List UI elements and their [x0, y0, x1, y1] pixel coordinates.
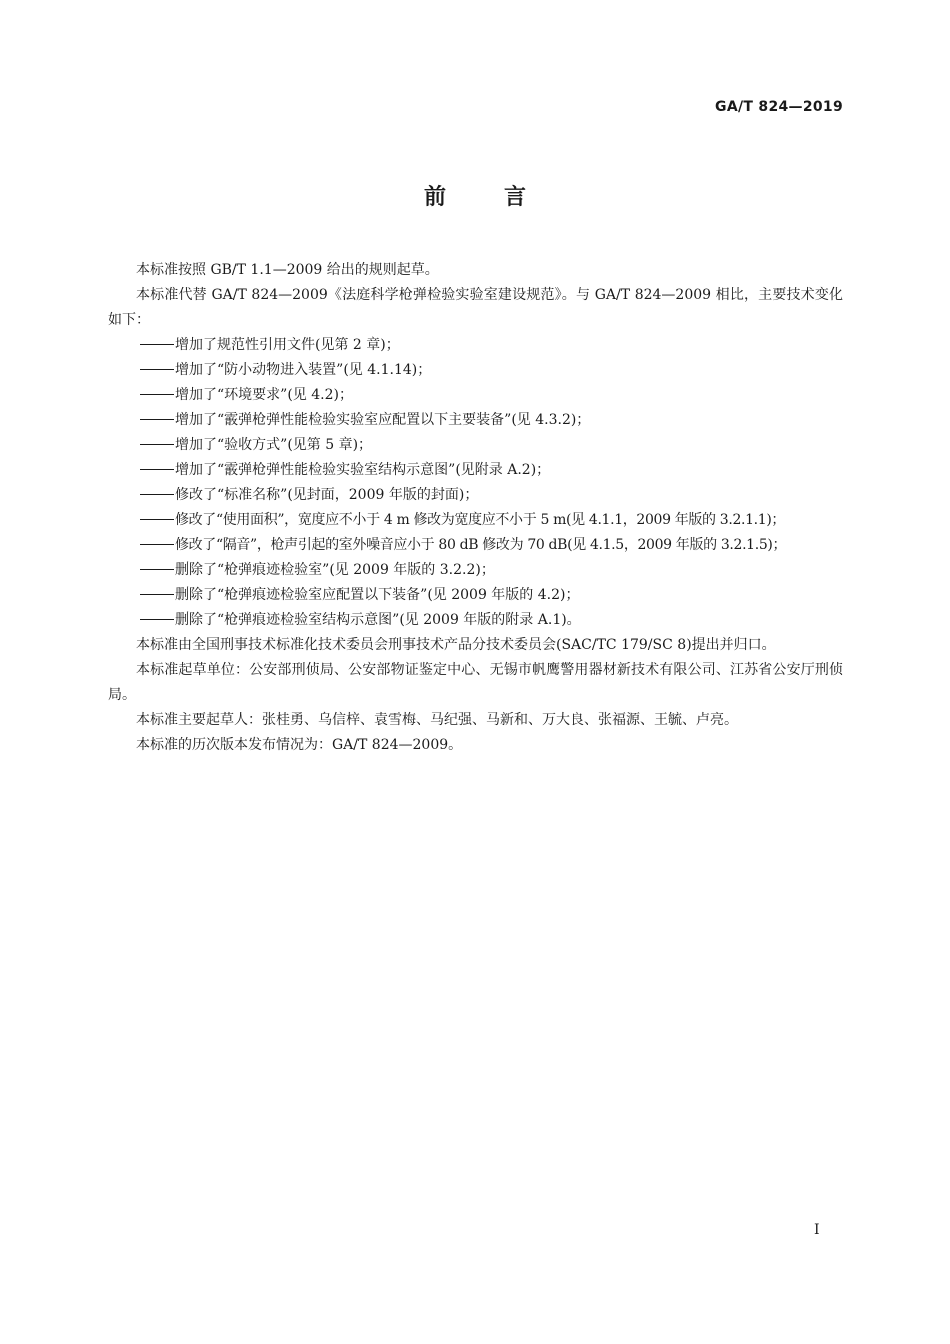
- em-dash: [140, 544, 174, 545]
- em-dash: [140, 344, 174, 345]
- list-item-text: 增加了规范性引用文件(见第 2 章)；: [175, 337, 400, 353]
- paragraph-proposer: 本标准由全国刑事技术标准化技术委员会刑事技术产品分技术委员会(SAC/TC 179/SC 8)提出并归口。: [136, 637, 776, 653]
- list-item: [108, 533, 843, 558]
- list-item-text: 增加了“防小动物进入装置”(见 4.1.14)；: [175, 362, 432, 378]
- paragraph-drafting-rules: 本标准按照 GB/T 1.1—2009 给出的规则起草。: [136, 262, 439, 278]
- list-item-text: 增加了“霰弹枪弹性能检验实验室结构示意图”(见附录 A.2)；: [175, 462, 551, 478]
- list-item: [108, 408, 843, 433]
- document-body: [108, 258, 843, 758]
- paragraph-replacement: 本标准代替 GA/T 824—2009《法庭科学枪弹检验实验室建设规范》。与 GA/T 824—2009 相比，主要技术变化如下：: [108, 287, 843, 328]
- list-item-text: 增加了“环境要求”(见 4.2)；: [175, 387, 353, 403]
- em-dash: [140, 569, 174, 570]
- em-dash: [140, 419, 174, 420]
- list-item: [108, 433, 843, 458]
- list-item: [108, 558, 843, 583]
- list-item-text: 删除了“枪弹痕迹检验室应配置以下装备”(见 2009 年版的 4.2)；: [175, 587, 580, 603]
- page-number: I: [814, 1222, 820, 1238]
- list-item-text: 增加了“验收方式”(见第 5 章)；: [175, 437, 373, 453]
- list-item: [108, 583, 843, 608]
- paragraph-drafters: 本标准主要起草人：张桂勇、乌信梓、袁雪梅、马纪强、马新和、万大良、张福源、王毓、卢亮。: [136, 712, 738, 728]
- list-item-text: 修改了“标准名称”(见封面，2009 年版的封面)；: [175, 487, 479, 503]
- em-dash: [140, 594, 174, 595]
- list-item-text: 增加了“霰弹枪弹性能检验实验室应配置以下主要装备”(见 4.3.2)；: [175, 412, 591, 428]
- page-title: 前言: [423, 185, 584, 210]
- em-dash: [140, 519, 174, 520]
- em-dash: [140, 394, 174, 395]
- list-item: [108, 458, 843, 483]
- paragraph-drafting-units: 本标准起草单位：公安部刑侦局、公安部物证鉴定中心、无锡市帆鹰警用器材新技术有限公司、江苏省公安厅刑侦局。: [108, 662, 843, 703]
- em-dash: [140, 369, 174, 370]
- document-code: GA/T 824—2019: [715, 99, 843, 115]
- list-item-text: 删除了“枪弹痕迹检验室”(见 2009 年版的 3.2.2)；: [175, 562, 495, 578]
- em-dash: [140, 619, 174, 620]
- list-item: [108, 608, 843, 633]
- em-dash: [140, 494, 174, 495]
- em-dash: [140, 444, 174, 445]
- list-item-text: 删除了“枪弹痕迹检验室结构示意图”(见 2009 年版的附录 A.1)。: [175, 612, 581, 628]
- list-item-text: 修改了“使用面积”，宽度应不小于 4 m 修改为宽度应不小于 5 m(见 4.1.1，2009 年版的 3.2.1.1)；: [175, 512, 786, 528]
- list-item: [108, 508, 843, 533]
- list-item: [108, 358, 843, 383]
- list-item-text: 修改了“隔音”，枪声引起的室外噪音应小于 80 dB 修改为 70 dB(见 4.1.5，2009 年版的 3.2.1.5)；: [175, 537, 787, 553]
- changes-list: [108, 333, 843, 633]
- em-dash: [140, 469, 174, 470]
- paragraph-version-history: 本标准的历次版本发布情况为：GA/T 824—2009。: [136, 737, 463, 753]
- list-item: [108, 383, 843, 408]
- list-item: [108, 483, 843, 508]
- list-item: [108, 333, 843, 358]
